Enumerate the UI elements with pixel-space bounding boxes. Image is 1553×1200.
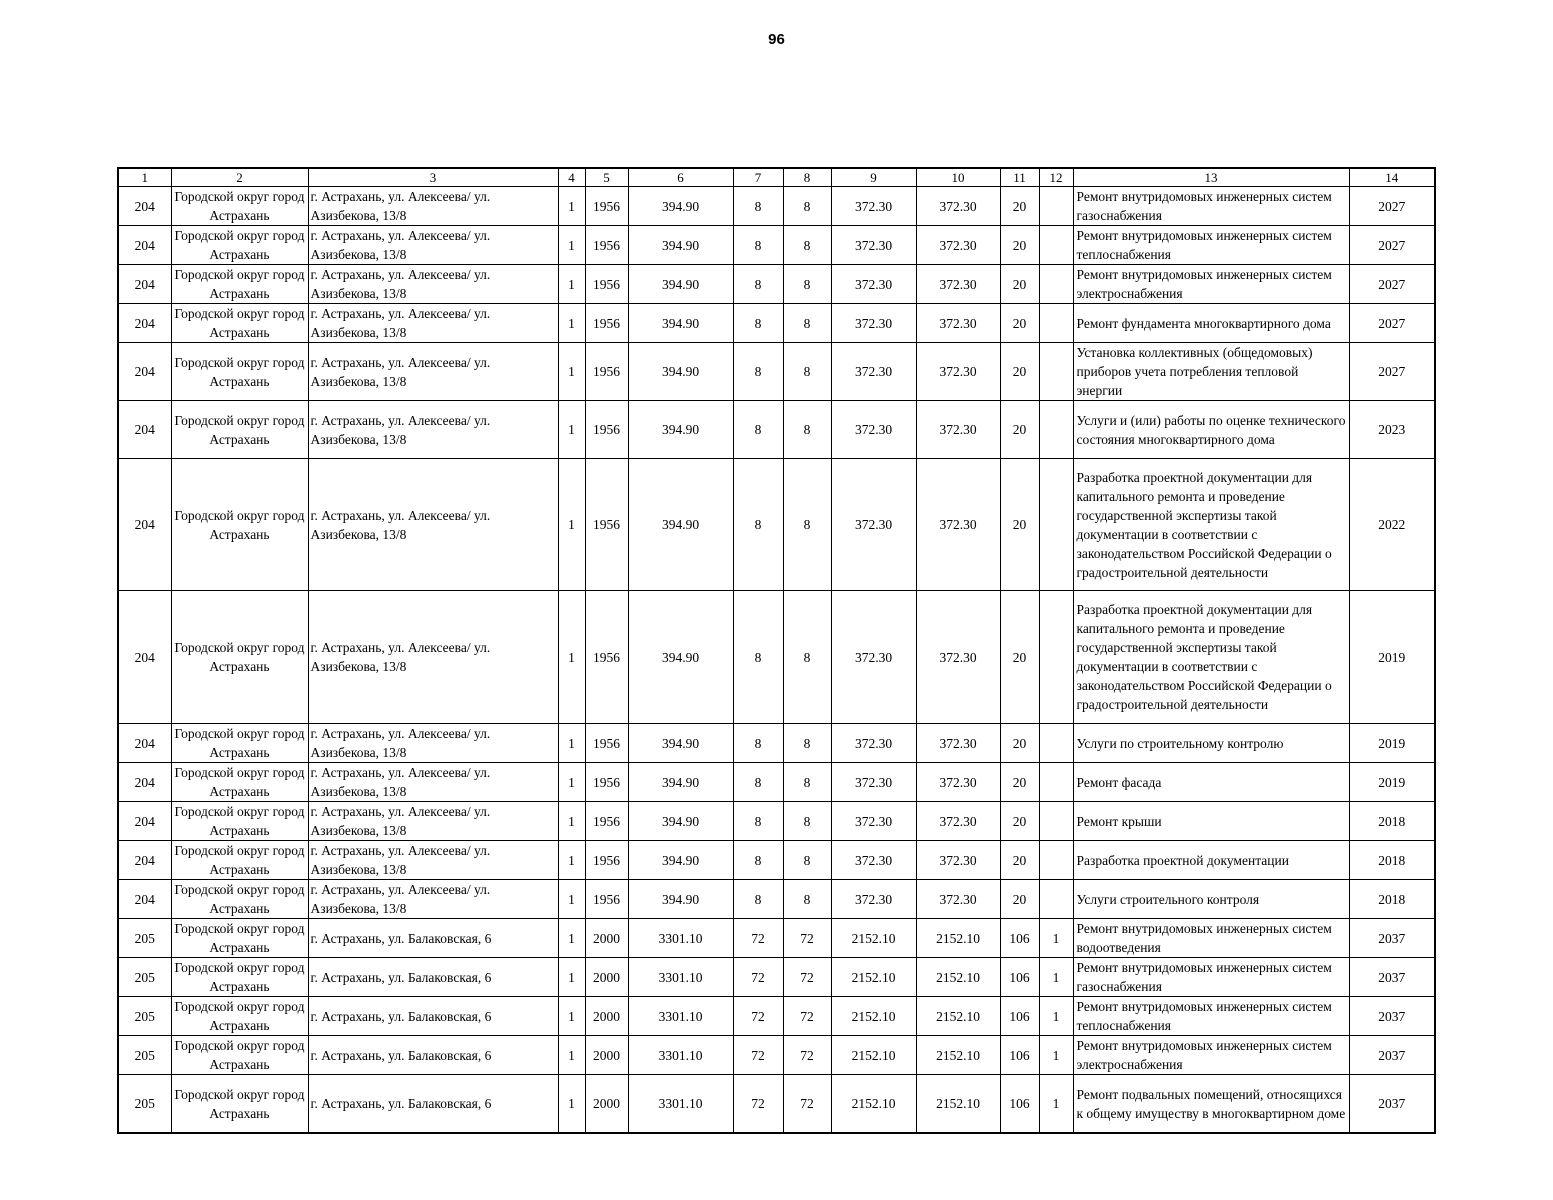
cell-work-type: Услуги строительного контроля (1073, 880, 1349, 919)
cell-planned-year: 2027 (1349, 265, 1435, 304)
cell-municipality: Городской округ город Астрахань (171, 226, 308, 265)
cell-col-11: 20 (1000, 802, 1039, 841)
cell-col-12 (1039, 802, 1073, 841)
cell-col-8: 8 (783, 304, 831, 343)
cell-year-built: 2000 (585, 919, 628, 958)
cell-col-11: 106 (1000, 1036, 1039, 1075)
cell-planned-year: 2019 (1349, 724, 1435, 763)
cell-year-built: 1956 (585, 226, 628, 265)
cell-work-type: Ремонт внутридомовых инженерных систем электроснабжения (1073, 265, 1349, 304)
page-number: 96 (768, 31, 785, 48)
column-header: 6 (628, 168, 733, 187)
cell-col-11: 20 (1000, 265, 1039, 304)
cell-col-10: 372.30 (916, 304, 1000, 343)
cell-col-4: 1 (558, 919, 585, 958)
cell-col-9: 2152.10 (831, 1075, 916, 1134)
cell-municipality: Городской округ город Астрахань (171, 265, 308, 304)
cell-work-type: Ремонт внутридомовых инженерных систем водоотведения (1073, 919, 1349, 958)
cell-year-built: 2000 (585, 1075, 628, 1134)
cell-col-10: 2152.10 (916, 958, 1000, 997)
cell-municipality: Городской округ город Астрахань (171, 880, 308, 919)
cell-planned-year: 2037 (1349, 1036, 1435, 1075)
cell-col-10: 2152.10 (916, 919, 1000, 958)
cell-col-4: 1 (558, 763, 585, 802)
cell-col-10: 372.30 (916, 187, 1000, 226)
cell-planned-year: 2023 (1349, 401, 1435, 459)
cell-col-8: 8 (783, 187, 831, 226)
cell-col-9: 372.30 (831, 841, 916, 880)
cell-col-11: 20 (1000, 304, 1039, 343)
cell-col-7: 8 (733, 304, 783, 343)
cell-col-12: 1 (1039, 1036, 1073, 1075)
cell-col-12: 1 (1039, 997, 1073, 1036)
cell-planned-year: 2037 (1349, 958, 1435, 997)
cell-col-9: 372.30 (831, 763, 916, 802)
cell-col-8: 8 (783, 343, 831, 401)
cell-col-4: 1 (558, 591, 585, 724)
cell-col-7: 8 (733, 401, 783, 459)
cell-object-number: 204 (118, 724, 171, 763)
table-row (118, 226, 1435, 265)
cell-year-built: 1956 (585, 763, 628, 802)
column-header: 1 (118, 168, 171, 187)
cell-planned-year: 2027 (1349, 187, 1435, 226)
table-body (118, 168, 1435, 1133)
cell-col-12 (1039, 591, 1073, 724)
cell-col-10: 372.30 (916, 591, 1000, 724)
table-row (118, 880, 1435, 919)
cell-col-12 (1039, 724, 1073, 763)
cell-municipality: Городской округ город Астрахань (171, 459, 308, 591)
cell-work-type: Ремонт фасада (1073, 763, 1349, 802)
cell-col-4: 1 (558, 459, 585, 591)
cell-work-type: Разработка проектной документации (1073, 841, 1349, 880)
column-header: 14 (1349, 168, 1435, 187)
cell-col-10: 2152.10 (916, 1036, 1000, 1075)
cell-col-6: 3301.10 (628, 958, 733, 997)
cell-planned-year: 2018 (1349, 841, 1435, 880)
cell-planned-year: 2022 (1349, 459, 1435, 591)
cell-col-7: 72 (733, 919, 783, 958)
table-row (118, 1075, 1435, 1134)
cell-planned-year: 2027 (1349, 226, 1435, 265)
table-row (118, 958, 1435, 997)
cell-address: г. Астрахань, ул. Алексеева/ ул. Азизбекова, 13/8 (308, 763, 558, 802)
cell-col-4: 1 (558, 880, 585, 919)
table-row (118, 343, 1435, 401)
cell-work-type: Установка коллективных (общедомовых) приборов учета потребления тепловой энергии (1073, 343, 1349, 401)
cell-col-4: 1 (558, 1036, 585, 1075)
cell-work-type: Услуги по строительному контролю (1073, 724, 1349, 763)
cell-address: г. Астрахань, ул. Алексеева/ ул. Азизбекова, 13/8 (308, 802, 558, 841)
table-row (118, 919, 1435, 958)
cell-planned-year: 2027 (1349, 304, 1435, 343)
cell-col-8: 8 (783, 724, 831, 763)
cell-col-7: 8 (733, 591, 783, 724)
cell-col-10: 372.30 (916, 401, 1000, 459)
cell-object-number: 205 (118, 919, 171, 958)
cell-col-6: 394.90 (628, 401, 733, 459)
cell-col-8: 8 (783, 880, 831, 919)
cell-col-8: 72 (783, 997, 831, 1036)
cell-col-6: 394.90 (628, 226, 733, 265)
cell-col-7: 72 (733, 997, 783, 1036)
cell-col-11: 20 (1000, 880, 1039, 919)
cell-year-built: 1956 (585, 880, 628, 919)
cell-col-6: 394.90 (628, 841, 733, 880)
cell-year-built: 2000 (585, 1036, 628, 1075)
cell-col-12 (1039, 841, 1073, 880)
cell-col-11: 20 (1000, 226, 1039, 265)
cell-municipality: Городской округ город Астрахань (171, 304, 308, 343)
cell-col-8: 72 (783, 958, 831, 997)
cell-object-number: 204 (118, 304, 171, 343)
cell-planned-year: 2019 (1349, 591, 1435, 724)
cell-col-8: 72 (783, 919, 831, 958)
cell-col-12 (1039, 763, 1073, 802)
column-header: 5 (585, 168, 628, 187)
table-row (118, 763, 1435, 802)
cell-municipality: Городской округ город Астрахань (171, 1075, 308, 1134)
cell-municipality: Городской округ город Астрахань (171, 591, 308, 724)
cell-municipality: Городской округ город Астрахань (171, 958, 308, 997)
cell-col-4: 1 (558, 1075, 585, 1134)
cell-address: г. Астрахань, ул. Алексеева/ ул. Азизбекова, 13/8 (308, 459, 558, 591)
cell-col-11: 20 (1000, 841, 1039, 880)
cell-col-9: 2152.10 (831, 997, 916, 1036)
cell-work-type: Ремонт фундамента многоквартирного дома (1073, 304, 1349, 343)
cell-col-12 (1039, 265, 1073, 304)
cell-col-8: 8 (783, 591, 831, 724)
table-row (118, 997, 1435, 1036)
column-number-row (118, 168, 1435, 187)
cell-col-6: 394.90 (628, 304, 733, 343)
cell-col-9: 372.30 (831, 724, 916, 763)
cell-address: г. Астрахань, ул. Балаковская, 6 (308, 958, 558, 997)
cell-address: г. Астрахань, ул. Алексеева/ ул. Азизбекова, 13/8 (308, 187, 558, 226)
cell-col-10: 372.30 (916, 459, 1000, 591)
cell-col-6: 3301.10 (628, 919, 733, 958)
column-header: 12 (1039, 168, 1073, 187)
cell-col-4: 1 (558, 226, 585, 265)
cell-work-type: Ремонт внутридомовых инженерных систем электроснабжения (1073, 1036, 1349, 1075)
cell-object-number: 204 (118, 459, 171, 591)
cell-col-6: 3301.10 (628, 1075, 733, 1134)
cell-address: г. Астрахань, ул. Балаковская, 6 (308, 1075, 558, 1134)
table-row (118, 1036, 1435, 1075)
cell-col-12 (1039, 187, 1073, 226)
cell-col-12 (1039, 401, 1073, 459)
cell-municipality: Городской округ город Астрахань (171, 919, 308, 958)
cell-col-4: 1 (558, 187, 585, 226)
cell-col-9: 2152.10 (831, 919, 916, 958)
table-row (118, 265, 1435, 304)
cell-col-8: 8 (783, 763, 831, 802)
cell-col-9: 372.30 (831, 265, 916, 304)
cell-col-4: 1 (558, 958, 585, 997)
cell-col-7: 8 (733, 343, 783, 401)
cell-object-number: 204 (118, 841, 171, 880)
cell-col-9: 372.30 (831, 802, 916, 841)
table-row (118, 724, 1435, 763)
cell-col-10: 372.30 (916, 880, 1000, 919)
cell-year-built: 1956 (585, 591, 628, 724)
cell-col-7: 8 (733, 226, 783, 265)
cell-col-6: 394.90 (628, 724, 733, 763)
cell-planned-year: 2037 (1349, 919, 1435, 958)
cell-col-12: 1 (1039, 958, 1073, 997)
cell-municipality: Городской округ город Астрахань (171, 763, 308, 802)
column-header: 4 (558, 168, 585, 187)
cell-col-8: 8 (783, 401, 831, 459)
cell-col-9: 372.30 (831, 304, 916, 343)
cell-object-number: 205 (118, 1075, 171, 1134)
cell-year-built: 2000 (585, 958, 628, 997)
cell-object-number: 204 (118, 591, 171, 724)
cell-work-type: Ремонт внутридомовых инженерных систем газоснабжения (1073, 958, 1349, 997)
cell-year-built: 1956 (585, 841, 628, 880)
cell-municipality: Городской округ город Астрахань (171, 997, 308, 1036)
cell-object-number: 204 (118, 763, 171, 802)
cell-col-10: 372.30 (916, 802, 1000, 841)
cell-municipality: Городской округ город Астрахань (171, 802, 308, 841)
cell-col-12: 1 (1039, 919, 1073, 958)
cell-col-11: 106 (1000, 997, 1039, 1036)
cell-col-9: 372.30 (831, 187, 916, 226)
cell-col-7: 8 (733, 265, 783, 304)
cell-object-number: 205 (118, 997, 171, 1036)
cell-address: г. Астрахань, ул. Алексеева/ ул. Азизбекова, 13/8 (308, 265, 558, 304)
cell-col-7: 72 (733, 1075, 783, 1134)
cell-col-11: 20 (1000, 459, 1039, 591)
column-header: 9 (831, 168, 916, 187)
cell-col-4: 1 (558, 265, 585, 304)
cell-col-6: 394.90 (628, 802, 733, 841)
table-row (118, 591, 1435, 724)
cell-object-number: 204 (118, 343, 171, 401)
cell-col-6: 394.90 (628, 265, 733, 304)
cell-year-built: 2000 (585, 997, 628, 1036)
cell-col-8: 72 (783, 1075, 831, 1134)
cell-col-4: 1 (558, 997, 585, 1036)
cell-col-4: 1 (558, 802, 585, 841)
cell-planned-year: 2037 (1349, 997, 1435, 1036)
cell-col-10: 2152.10 (916, 997, 1000, 1036)
cell-year-built: 1956 (585, 187, 628, 226)
cell-col-11: 20 (1000, 724, 1039, 763)
cell-planned-year: 2018 (1349, 802, 1435, 841)
column-header: 10 (916, 168, 1000, 187)
cell-col-11: 20 (1000, 591, 1039, 724)
cell-col-4: 1 (558, 343, 585, 401)
cell-col-7: 8 (733, 763, 783, 802)
cell-col-8: 8 (783, 802, 831, 841)
cell-col-7: 8 (733, 459, 783, 591)
cell-col-4: 1 (558, 304, 585, 343)
cell-object-number: 205 (118, 958, 171, 997)
cell-planned-year: 2027 (1349, 343, 1435, 401)
cell-col-11: 106 (1000, 958, 1039, 997)
cell-year-built: 1956 (585, 459, 628, 591)
cell-address: г. Астрахань, ул. Алексеева/ ул. Азизбекова, 13/8 (308, 591, 558, 724)
cell-col-4: 1 (558, 724, 585, 763)
cell-municipality: Городской округ город Астрахань (171, 841, 308, 880)
cell-col-8: 72 (783, 1036, 831, 1075)
cell-work-type: Разработка проектной документации для капитального ремонта и проведение государственной экспертизы такой документации в соответствии с законодательством Российской Федерации о градостроительной деятельности (1073, 591, 1349, 724)
cell-col-9: 2152.10 (831, 1036, 916, 1075)
cell-col-12 (1039, 343, 1073, 401)
cell-col-8: 8 (783, 226, 831, 265)
column-header: 7 (733, 168, 783, 187)
cell-work-type: Ремонт внутридомовых инженерных систем теплоснабжения (1073, 997, 1349, 1036)
cell-col-11: 106 (1000, 1075, 1039, 1134)
cell-col-10: 372.30 (916, 265, 1000, 304)
cell-col-6: 394.90 (628, 187, 733, 226)
cell-municipality: Городской округ город Астрахань (171, 1036, 308, 1075)
cell-col-12: 1 (1039, 1075, 1073, 1134)
table-row (118, 459, 1435, 591)
cell-col-9: 372.30 (831, 226, 916, 265)
cell-work-type: Ремонт крыши (1073, 802, 1349, 841)
cell-address: г. Астрахань, ул. Алексеева/ ул. Азизбекова, 13/8 (308, 226, 558, 265)
cell-col-9: 372.30 (831, 459, 916, 591)
cell-planned-year: 2037 (1349, 1075, 1435, 1134)
cell-col-11: 106 (1000, 919, 1039, 958)
cell-year-built: 1956 (585, 724, 628, 763)
cell-col-6: 394.90 (628, 591, 733, 724)
table-row (118, 841, 1435, 880)
cell-address: г. Астрахань, ул. Балаковская, 6 (308, 997, 558, 1036)
cell-col-6: 3301.10 (628, 1036, 733, 1075)
cell-work-type: Ремонт внутридомовых инженерных систем теплоснабжения (1073, 226, 1349, 265)
cell-col-6: 394.90 (628, 880, 733, 919)
cell-col-4: 1 (558, 841, 585, 880)
cell-address: г. Астрахань, ул. Алексеева/ ул. Азизбекова, 13/8 (308, 304, 558, 343)
cell-col-7: 72 (733, 1036, 783, 1075)
cell-col-6: 3301.10 (628, 997, 733, 1036)
cell-year-built: 1956 (585, 343, 628, 401)
table-row (118, 187, 1435, 226)
column-header: 3 (308, 168, 558, 187)
cell-address: г. Астрахань, ул. Балаковская, 6 (308, 1036, 558, 1075)
cell-col-12 (1039, 880, 1073, 919)
cell-col-8: 8 (783, 459, 831, 591)
cell-col-11: 20 (1000, 401, 1039, 459)
column-header: 8 (783, 168, 831, 187)
cell-work-type: Разработка проектной документации для капитального ремонта и проведение государственной экспертизы такой документации в соответствии с законодательством Российской Федерации о градостроительной деятельности (1073, 459, 1349, 591)
cell-address: г. Астрахань, ул. Балаковская, 6 (308, 919, 558, 958)
cell-col-12 (1039, 459, 1073, 591)
cell-col-10: 372.30 (916, 226, 1000, 265)
cell-col-10: 372.30 (916, 343, 1000, 401)
cell-col-9: 372.30 (831, 880, 916, 919)
cell-work-type: Ремонт подвальных помещений, относящихся к общему имуществу в многоквартирном доме (1073, 1075, 1349, 1134)
cell-col-11: 20 (1000, 763, 1039, 802)
cell-work-type: Услуги и (или) работы по оценке технического состояния многоквартирного дома (1073, 401, 1349, 459)
cell-municipality: Городской округ город Астрахань (171, 724, 308, 763)
cell-col-6: 394.90 (628, 763, 733, 802)
cell-col-10: 372.30 (916, 763, 1000, 802)
cell-col-7: 8 (733, 841, 783, 880)
cell-col-6: 394.90 (628, 343, 733, 401)
cell-address: г. Астрахань, ул. Алексеева/ ул. Азизбекова, 13/8 (308, 401, 558, 459)
cell-object-number: 204 (118, 187, 171, 226)
cell-col-6: 394.90 (628, 459, 733, 591)
cell-year-built: 1956 (585, 802, 628, 841)
cell-col-8: 8 (783, 265, 831, 304)
cell-col-10: 372.30 (916, 841, 1000, 880)
repair-schedule-table (117, 167, 1436, 1134)
cell-object-number: 205 (118, 1036, 171, 1075)
cell-year-built: 1956 (585, 265, 628, 304)
cell-object-number: 204 (118, 802, 171, 841)
cell-work-type: Ремонт внутридомовых инженерных систем газоснабжения (1073, 187, 1349, 226)
cell-object-number: 204 (118, 226, 171, 265)
cell-col-7: 72 (733, 958, 783, 997)
cell-col-12 (1039, 226, 1073, 265)
cell-col-10: 2152.10 (916, 1075, 1000, 1134)
cell-planned-year: 2018 (1349, 880, 1435, 919)
table-row (118, 401, 1435, 459)
cell-col-7: 8 (733, 187, 783, 226)
cell-col-10: 372.30 (916, 724, 1000, 763)
cell-address: г. Астрахань, ул. Алексеева/ ул. Азизбекова, 13/8 (308, 880, 558, 919)
cell-object-number: 204 (118, 265, 171, 304)
column-header: 2 (171, 168, 308, 187)
cell-planned-year: 2019 (1349, 763, 1435, 802)
cell-col-11: 20 (1000, 343, 1039, 401)
cell-col-8: 8 (783, 841, 831, 880)
cell-col-9: 2152.10 (831, 958, 916, 997)
cell-year-built: 1956 (585, 401, 628, 459)
cell-municipality: Городской округ город Астрахань (171, 401, 308, 459)
cell-address: г. Астрахань, ул. Алексеева/ ул. Азизбекова, 13/8 (308, 343, 558, 401)
cell-object-number: 204 (118, 401, 171, 459)
cell-municipality: Городской округ город Астрахань (171, 343, 308, 401)
column-header: 13 (1073, 168, 1349, 187)
cell-object-number: 204 (118, 880, 171, 919)
cell-municipality: Городской округ город Астрахань (171, 187, 308, 226)
column-header: 11 (1000, 168, 1039, 187)
cell-col-9: 372.30 (831, 591, 916, 724)
cell-col-7: 8 (733, 802, 783, 841)
cell-address: г. Астрахань, ул. Алексеева/ ул. Азизбекова, 13/8 (308, 724, 558, 763)
table-row (118, 304, 1435, 343)
cell-col-9: 372.30 (831, 343, 916, 401)
cell-address: г. Астрахань, ул. Алексеева/ ул. Азизбекова, 13/8 (308, 841, 558, 880)
cell-col-7: 8 (733, 724, 783, 763)
cell-col-7: 8 (733, 880, 783, 919)
cell-col-12 (1039, 304, 1073, 343)
cell-year-built: 1956 (585, 304, 628, 343)
cell-col-11: 20 (1000, 187, 1039, 226)
cell-col-9: 372.30 (831, 401, 916, 459)
cell-col-4: 1 (558, 401, 585, 459)
table-row (118, 802, 1435, 841)
